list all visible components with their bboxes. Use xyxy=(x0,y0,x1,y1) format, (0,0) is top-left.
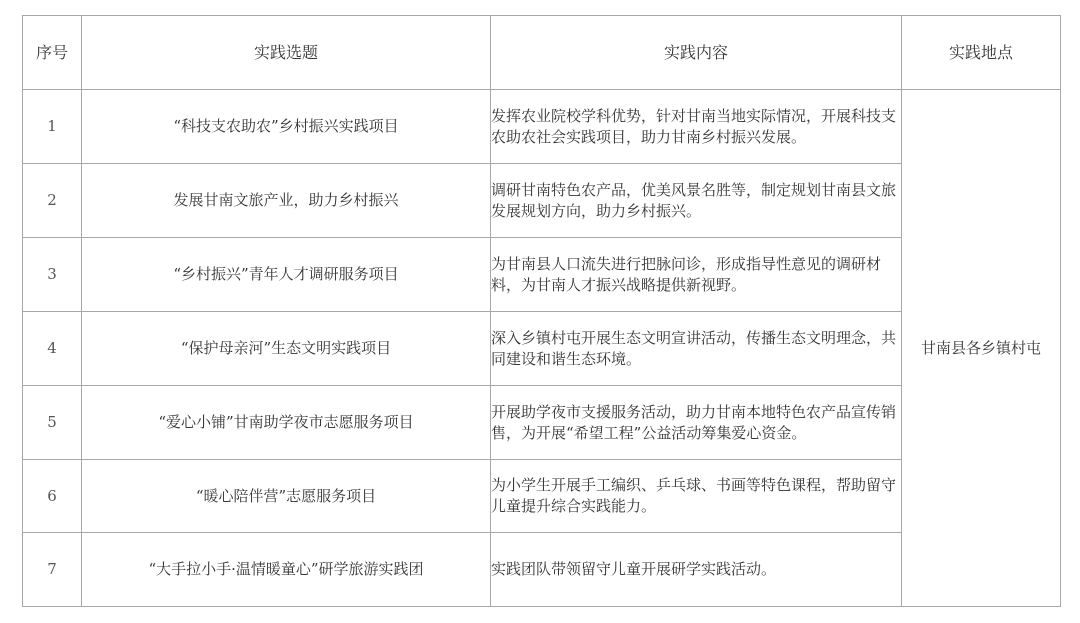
row-number: 5 xyxy=(23,386,82,460)
row-content: 调研甘南特色农产品，优美风景名胜等，制定规划甘南县文旅发展规划方向，助力乡村振兴。 xyxy=(491,164,902,238)
row-topic: “科技支农助农”乡村振兴实践项目 xyxy=(82,90,491,164)
row-topic: “保护母亲河”生态文明实践项目 xyxy=(82,312,491,386)
header-no: 序号 xyxy=(23,16,82,90)
row-topic: “乡村振兴”青年人才调研服务项目 xyxy=(82,238,491,312)
row-content: 实践团队带领留守儿童开展研学实践活动。 xyxy=(491,533,902,607)
row-topic: “爱心小铺”甘南助学夜市志愿服务项目 xyxy=(82,386,491,460)
header-topic: 实践选题 xyxy=(82,16,491,90)
row-topic: “暖心陪伴营”志愿服务项目 xyxy=(82,460,491,533)
row-number: 7 xyxy=(23,533,82,607)
location-cell: 甘南县各乡镇村屯 xyxy=(902,90,1061,607)
row-content: 深入乡镇村屯开展生态文明宣讲活动，传播生态文明理念，共同建设和谐生态环境。 xyxy=(491,312,902,386)
practice-projects-table xyxy=(22,15,1061,607)
table-header-row xyxy=(23,16,1061,90)
row-content: 为甘南县人口流失进行把脉问诊，形成指导性意见的调研材料，为甘南人才振兴战略提供新视野。 xyxy=(491,238,902,312)
row-number: 2 xyxy=(23,164,82,238)
row-topic: 发展甘南文旅产业，助力乡村振兴 xyxy=(82,164,491,238)
row-topic: “大手拉小手·温情暖童心”研学旅游实践团 xyxy=(82,533,491,607)
row-number: 1 xyxy=(23,90,82,164)
header-location: 实践地点 xyxy=(902,16,1061,90)
table-row xyxy=(23,90,1061,164)
header-content: 实践内容 xyxy=(491,16,902,90)
row-number: 3 xyxy=(23,238,82,312)
row-content: 开展助学夜市支援服务活动，助力甘南本地特色农产品宣传销售，为开展“希望工程”公益活动筹集爱心资金。 xyxy=(491,386,902,460)
row-number: 4 xyxy=(23,312,82,386)
row-content: 为小学生开展手工编织、乒乓球、书画等特色课程，帮助留守儿童提升综合实践能力。 xyxy=(491,460,902,533)
row-number: 6 xyxy=(23,460,82,533)
row-content: 发挥农业院校学科优势，针对甘南当地实际情况，开展科技支农助农社会实践项目，助力甘南乡村振兴发展。 xyxy=(491,90,902,164)
